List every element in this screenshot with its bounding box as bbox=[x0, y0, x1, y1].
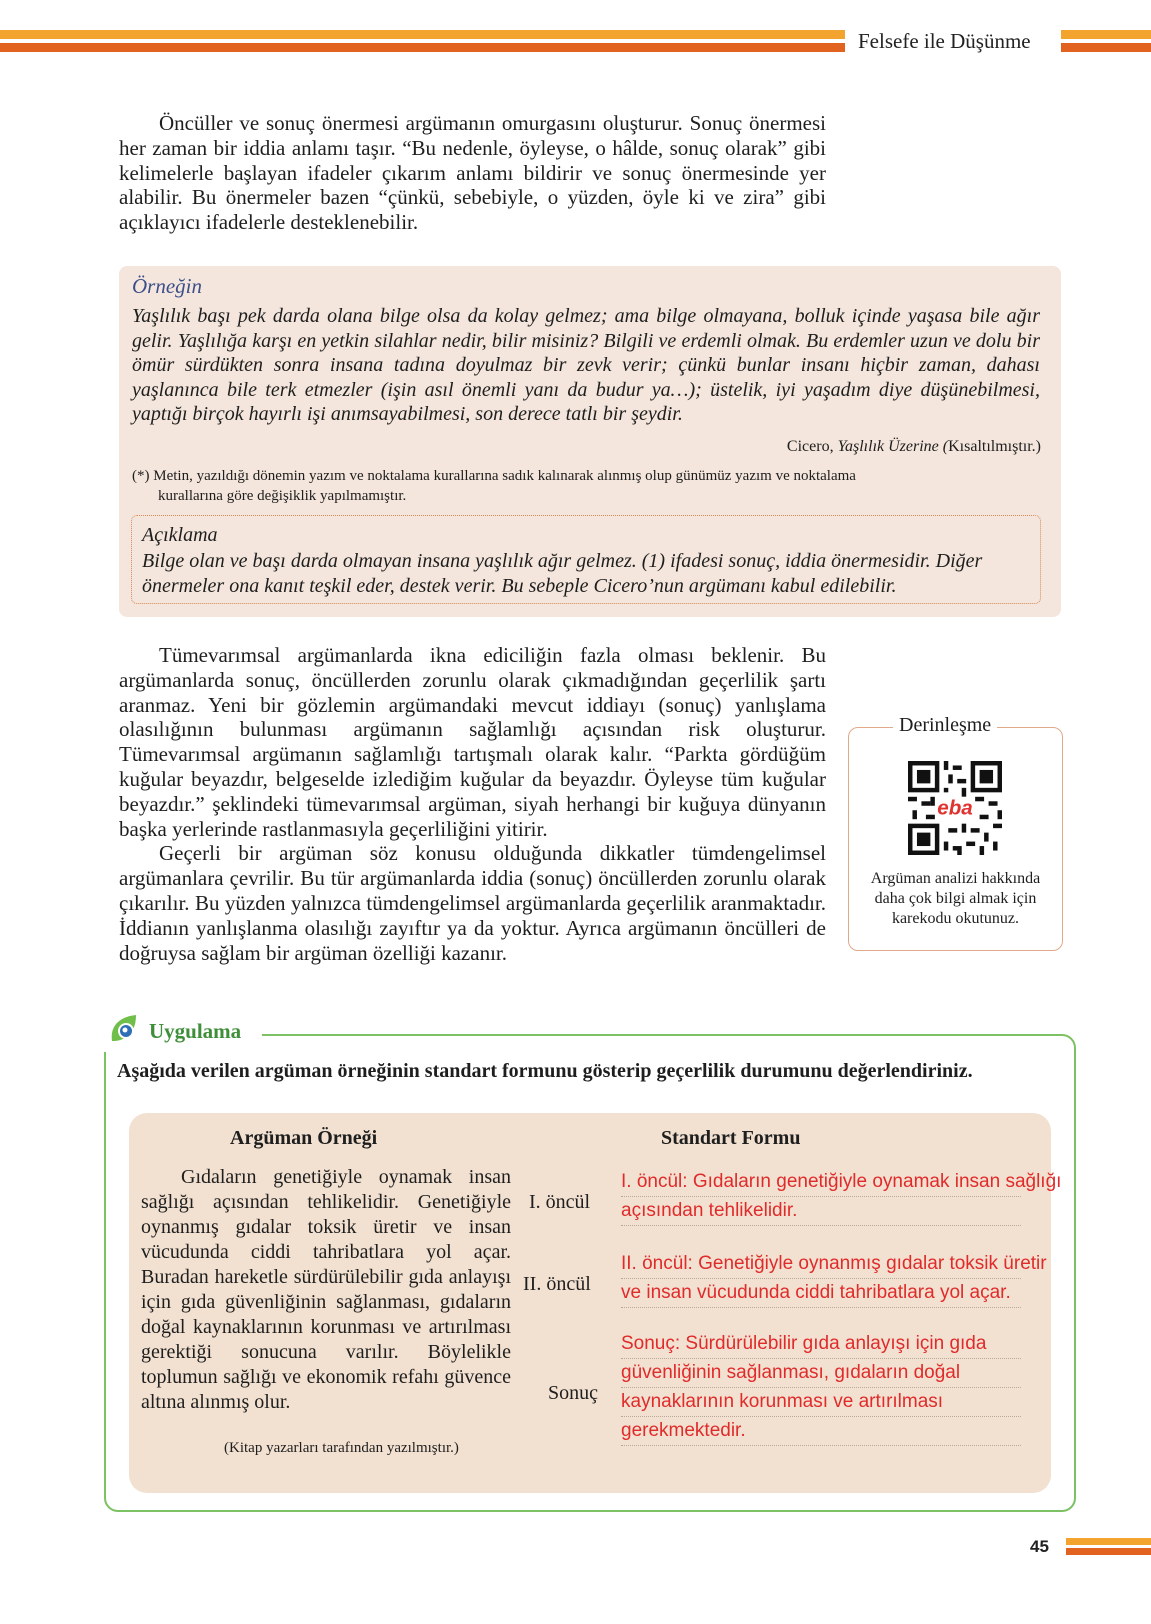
header-stripe-left bbox=[0, 30, 845, 54]
column-header-example: Argüman Örneği bbox=[230, 1127, 378, 1149]
paragraph-deductive: Geçerli bir argüman söz konusu olduğunda dikkatler tümdengelimsel argümanlara çevrilir. Bu tür argümanlarda iddia (sonuç) öncüllerden zorunlu olarak çıkarılır. Bu yüzden yalnızca tümdengelimsel argümanlarda geçerlilik aranmaktadır. İddianın yanlışlanma olasılığı zayıftır ya da yoktur. Ayrıca argümanın öncülleri de doğruysa sağlam bir argüman özelliği kazanır. bbox=[119, 841, 826, 965]
svg-text:eba: eba bbox=[937, 796, 973, 820]
application-task: Aşağıda verilen argüman örneğinin standart formunu gösterip geçerlilik durumunu değerlendiriniz. bbox=[117, 1060, 973, 1082]
example-source: Cicero, Yaşlılık Üzerine (Kısaltılmıştır.) bbox=[786, 438, 1041, 455]
example-title: Örneğin bbox=[132, 274, 202, 298]
header-stripe-right bbox=[1061, 30, 1151, 54]
application-content-box bbox=[129, 1113, 1062, 1493]
label-conclusion: Sonuç bbox=[548, 1382, 598, 1404]
example-quote: Yaşlılık başı pek darda olana bilge olsa da kolay gelmez; ama bilge olmayana, bolluk içinde yaşasa bile ağır gelir. Yaşlılığa karşı en yetkin silahlar nedir, bilir misiniz? Bilgili ve erdemli olmak. Bu erdemler uzun ve dolu bir ömür sürdükten sonra insana tadına doyulmaz bir zevk verir; çünkü bunlar insanı hiçbir zaman, dahası yaşlanınca bile terk etmezler (işin asıl önemli yanı da budur ya…); üstelik, iyi yaşadım diye düşünebilmesi, yaptığı birçok hayırlı işi anımsayabilmesi, son derece tatlı bir şeydir. bbox=[132, 305, 1040, 426]
application-title: Uygulama bbox=[149, 1019, 242, 1043]
footnote: (*) Metin, yazıldığı dönemin yazım ve noktalama kurallarına sadık kalınarak alınmış olup günümüz yazım ve noktalama kurallarına göre değişiklik yapılmamıştır. bbox=[132, 468, 856, 504]
answer-premise-2[interactable]: II. öncül: Genetiğiyle oynanmış gıdalar toksik üretir ve insan vücudunda ciddi tahribatlara yol açar. bbox=[621, 1250, 1021, 1308]
column-header-standard: Standart Formu bbox=[661, 1127, 801, 1149]
explanation-box bbox=[131, 515, 1041, 604]
answer-premise-1[interactable]: I. öncül: Gıdaların genetiğiyle oynamak insan sağlığı açısından tehlikelidir. bbox=[621, 1168, 1021, 1226]
deep-dive-title: Derinleşme bbox=[893, 714, 997, 737]
intro-paragraph: Öncüller ve sonuç önermesi argümanın omurgasını oluşturur. Sonuç önermesi her zaman bir iddia anlamı taşır. “Bu nedenle, öyleyse, o hâlde, sonuç olarak” gibi kelimelerle başlayan ifadeler çıkarım anlamı bildirir ve sonuç önermesinde yer alabilir. Bu önermeler bazen “çünkü, sebebiyle, o yüzden, öyle ki ve zira” gibi açıklayıcı ifadelerle desteklenebilir. bbox=[119, 111, 826, 235]
page-number: 45 bbox=[1030, 1537, 1049, 1556]
explanation-title: Açıklama bbox=[142, 524, 218, 546]
book-title: Felsefe ile Düşünme bbox=[858, 29, 1031, 53]
deep-dive-box bbox=[848, 714, 1063, 951]
paragraph-inductive: Tümevarımsal argümanlarda ikna ediciliğin fazla olması beklenir. Bu argümanlarda sonuç, öncüllerden zorunlu olarak çıkmadığından geçerlilik şartı aranmaz. Yeni bir gözlemin argümandaki mevcut iddiayı (sonuç) yanlışlama olasılığının bulunması argümanın sağlamlığı açısından risk oluşturur. Tümevarımsal argümanın sağlamlığı tartışmalı olarak kalır. “Parkta gördüğüm kuğular beyazdır, belgeselde izlediğim kuğular da beyazdır. Öyleyse tüm kuğular beyazdır.” şeklindeki tümevarımsal argüman, siyah herhangi bir kuğuya dünyanın başka yerlerinde rastlanmasıyla geçerliliğini yitirir. bbox=[119, 643, 826, 841]
label-premise-2: II. öncül bbox=[523, 1273, 591, 1295]
explanation-text: Bilge olan ve başı darda olmayan insana yaşlılık ağır gelmez. (1) ifadesi sonuç, iddia önermesidir. Diğer önermeler ona kanıt teşkil eder, destek verir. Bu sebeple Cicero’nun argümanı kabul edilebilir. bbox=[142, 550, 983, 597]
example-box bbox=[119, 266, 1061, 617]
label-premise-1: I. öncül bbox=[529, 1191, 591, 1213]
body-paragraphs bbox=[119, 643, 826, 965]
argument-source: (Kitap yazarları tarafından yazılmıştır.) bbox=[224, 1440, 459, 1456]
argument-example-text: Gıdaların genetiğiyle oynamak insan sağlığı açısından tehlikelidir. Genetiğiyle oynanmış gıdalar toksik üretir ve insan vücudunda ciddi tahribatlara yol açar. Buradan hareketle sürdürülebilir gıda anlayışı için gıda güvenliğinin sağlanması, gıdaların doğal kaynaklarının korunması ve artırılması gerektiği sonucuna varılır. Böylelikle toplumun sağlığı ve ekonomik refahı güvence altına alınmış olur. bbox=[141, 1166, 511, 1413]
qr-code-icon[interactable] bbox=[908, 761, 1002, 855]
deep-dive-text: Argüman analizi hakkında daha çok bilgi almak için karekodu okutunuz. bbox=[870, 870, 1041, 927]
footer-stripe bbox=[1066, 1538, 1151, 1558]
answer-conclusion[interactable]: Sonuç: Sürdürülebilir gıda anlayışı için gıda güvenliğinin sağlanması, gıdaların doğal kaynaklarının korunması ve artırılması gerekmektedir. bbox=[621, 1330, 1021, 1446]
leaf-icon bbox=[106, 1011, 142, 1047]
